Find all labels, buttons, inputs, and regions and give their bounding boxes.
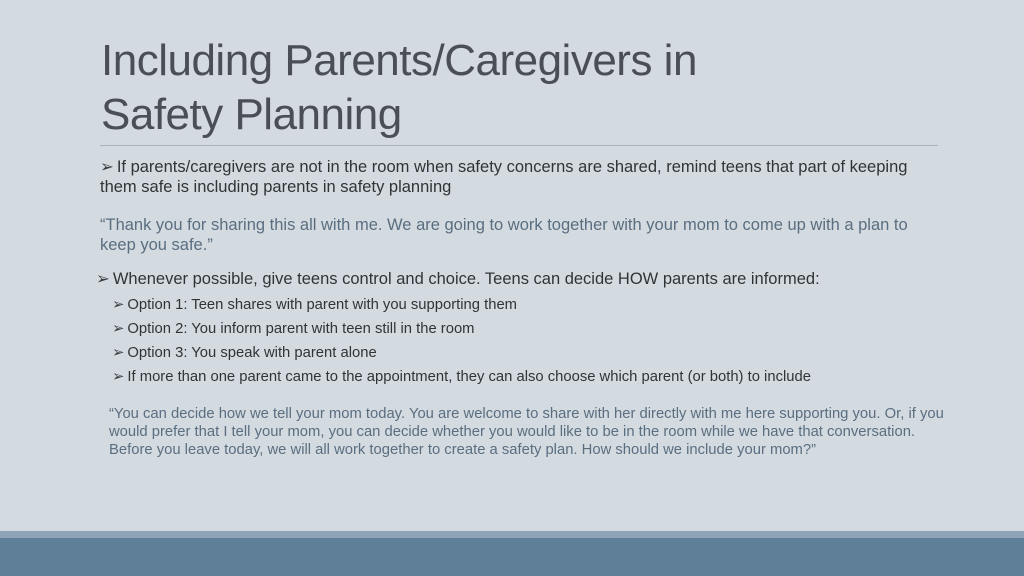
bullet-2-text: Whenever possible, give teens control and choice. Teens can decide HOW parents are informed: bbox=[112, 270, 820, 288]
sub-bullet-multiple-parents bbox=[112, 365, 972, 389]
title-divider bbox=[100, 145, 938, 146]
title-line-1: Including Parents/Caregivers in bbox=[101, 36, 697, 85]
sub-bullet-text: If more than one parent came to the appointment, they can also choose which parent (or both) to include bbox=[127, 369, 811, 385]
bullet-1 bbox=[100, 158, 940, 197]
bullet-1-text: If parents/caregivers are not in the room when safety concerns are shared, remind teens that part of keeping them safe is including parents in safety planning bbox=[100, 158, 908, 196]
sub-bullet-text: Option 3: You speak with parent alone bbox=[127, 345, 377, 361]
arrow-bullet-icon: ➢ bbox=[100, 158, 114, 176]
title-line-2: Safety Planning bbox=[101, 90, 402, 139]
quote-2: “You can decide how we tell your mom today. You are welcome to share with her directly with me here supporting you. Or, if you would prefer that I tell your mom, you can decide whether you would like to be in the room while we have that conversation. Before you leave today, we will all work together to create a safety plan. How should we include your mom?” bbox=[109, 406, 944, 458]
arrow-bullet-icon: ➢ bbox=[112, 297, 125, 313]
bullet-2 bbox=[96, 270, 956, 290]
slide-title bbox=[101, 34, 921, 142]
footer-accent-strip bbox=[0, 531, 1024, 538]
footer-bar bbox=[0, 538, 1024, 576]
sub-bullet-list bbox=[112, 293, 972, 389]
sub-bullet-option-3 bbox=[112, 341, 972, 365]
arrow-bullet-icon: ➢ bbox=[112, 345, 125, 361]
arrow-bullet-icon: ➢ bbox=[96, 270, 110, 288]
sub-bullet-option-1 bbox=[112, 293, 972, 317]
quote-1: “Thank you for sharing this all with me. We are going to work together with your mom to come up with a plan to keep you safe.” bbox=[100, 216, 908, 254]
sub-bullet-text: Option 2: You inform parent with teen still in the room bbox=[127, 321, 475, 337]
arrow-bullet-icon: ➢ bbox=[112, 369, 125, 385]
sub-bullet-option-2 bbox=[112, 317, 972, 341]
arrow-bullet-icon: ➢ bbox=[112, 321, 125, 337]
sub-bullet-text: Option 1: Teen shares with parent with you supporting them bbox=[127, 297, 518, 313]
